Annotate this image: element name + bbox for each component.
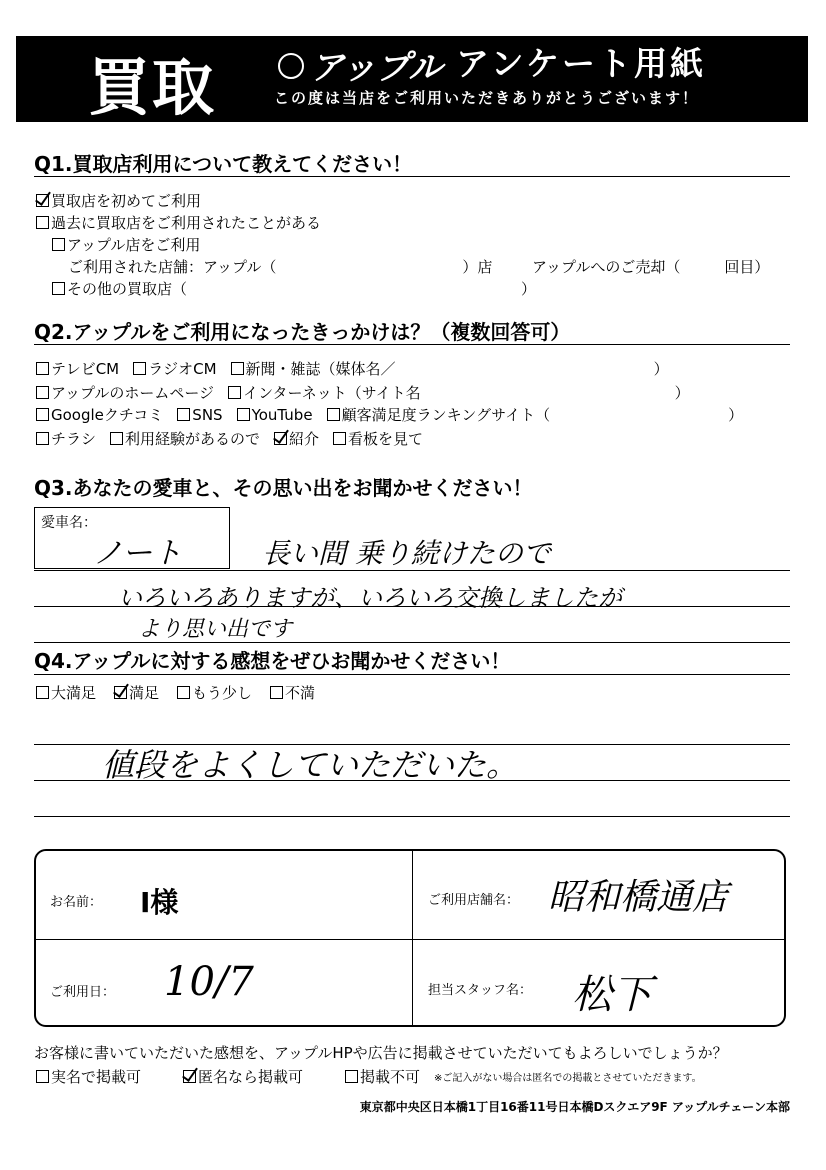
checkbox[interactable]: [231, 362, 244, 375]
option-label: 大満足: [51, 684, 97, 702]
q1-option-other[interactable]: [52, 278, 536, 299]
checkbox[interactable]: [36, 408, 49, 421]
q1-option-first[interactable]: [36, 190, 201, 211]
store-value-handwritten: 昭和橋通店: [548, 877, 729, 918]
option-label: 過去に買取店をご利用されたことがある: [51, 214, 322, 232]
q4-options: [36, 682, 315, 703]
apple-sales-field: [532, 256, 769, 277]
option-label: SNS: [192, 405, 223, 424]
option-label: 匿名なら掲載可: [198, 1068, 304, 1086]
field-suffix: ）: [674, 384, 690, 402]
q2-row-3: [36, 404, 743, 425]
checkbox[interactable]: [133, 362, 146, 375]
option-label: インターネット（サイト名: [243, 384, 421, 402]
checkbox[interactable]: [237, 408, 250, 421]
date-value-handwritten: 10/7: [164, 959, 254, 1005]
store-label: ご利用店舗名：: [428, 893, 520, 908]
option-label: Googleクチコミ: [51, 406, 164, 424]
car-name-label: 愛車名：: [41, 515, 97, 531]
checkbox[interactable]: [177, 408, 190, 421]
header-subtitle: この度は当店をご利用いただきありがとうございます！: [274, 89, 700, 107]
q4-title: Q4.アップルに対する感想をぜひお聞かせください！: [34, 649, 511, 673]
field-suffix: ）: [521, 280, 537, 298]
option-label: その他の買取店（: [67, 280, 188, 298]
checkbox[interactable]: [345, 1070, 358, 1083]
car-name-handwritten: ノート: [93, 536, 183, 571]
checkbox[interactable]: [36, 386, 49, 399]
q1-title: Q1.買取店利用について教えてください！: [34, 152, 413, 176]
option-label: 不満: [285, 684, 316, 702]
checkbox[interactable]: [52, 282, 65, 295]
q2-row-2: [36, 382, 690, 403]
divider: [34, 674, 790, 675]
checkbox-checked[interactable]: [36, 194, 49, 207]
divider: [36, 939, 784, 940]
checkbox[interactable]: [110, 432, 123, 445]
q2-title: Q2.アップルをご利用になったきっかけは？（複数回答可）: [34, 320, 571, 344]
survey-title: アンケート用紙: [456, 44, 707, 83]
divider: [34, 176, 790, 177]
option-label: YouTube: [251, 405, 313, 424]
memory-line-3: より思い出です: [138, 617, 293, 642]
comment-handwritten: 値段をよくしていただいた。: [102, 746, 519, 784]
option-label: 買取店を初めてご利用: [51, 192, 202, 210]
checkbox-checked[interactable]: [274, 432, 287, 445]
staff-label: 担当スタッフ名：: [428, 983, 533, 998]
field-suffix: ）: [653, 360, 669, 378]
field-suffix: 回目）: [724, 258, 770, 276]
divider: [412, 851, 413, 1025]
checkbox-checked[interactable]: [183, 1070, 196, 1083]
option-label: 満足: [129, 684, 160, 702]
option-label: アップルのホームページ: [51, 384, 215, 402]
field-suffix: ）: [728, 406, 744, 424]
field-label: アップルへのご売却（: [532, 258, 681, 276]
option-label: テレビCM: [51, 360, 120, 378]
option-label: 利用経験があるので: [125, 430, 261, 448]
checkbox[interactable]: [36, 1070, 49, 1083]
option-label: 顧客満足度ランキングサイト（: [341, 406, 551, 424]
apple-logo-icon: [278, 53, 304, 79]
option-label: 掲載不可: [360, 1068, 421, 1086]
option-label: チラシ: [51, 430, 97, 448]
checkbox[interactable]: [36, 362, 49, 375]
consent-options: [36, 1066, 702, 1087]
memory-line-2: いろいろありますが、いろいろ交換しましたが: [118, 584, 622, 612]
answer-line: [34, 816, 790, 817]
checkbox[interactable]: [36, 686, 49, 699]
checkbox-checked[interactable]: [114, 686, 127, 699]
option-label: もう少し: [192, 684, 253, 702]
footer-address: 東京都中央区日本橋1丁目16番11号日本橋Dスクエア9F アップルチェーン本部: [359, 1100, 790, 1114]
checkbox[interactable]: [228, 386, 241, 399]
consent-note: ※ご記入がない場合は匿名での掲載とさせていただきます。: [434, 1073, 702, 1084]
staff-value-handwritten: 松下: [572, 972, 652, 1018]
option-label: ラジオCM: [148, 360, 217, 378]
option-label: 新聞・雑誌（媒体名／: [245, 360, 396, 378]
name-label: お名前：: [50, 895, 103, 910]
q2-row-4: [36, 428, 423, 449]
option-label: 紹介: [289, 430, 320, 448]
field-label: ご利用された店舗：アップル（: [68, 258, 277, 276]
q3-title: Q3.あなたの愛車と、その思い出をお聞かせください！: [34, 476, 533, 500]
car-name-box[interactable]: [34, 507, 230, 569]
checkbox[interactable]: [327, 408, 340, 421]
q2-row-1: [36, 358, 669, 379]
checkbox[interactable]: [177, 686, 190, 699]
q1-option-past[interactable]: [36, 212, 321, 233]
brand-name: アップル: [310, 48, 443, 88]
option-label: アップル店をご利用: [67, 236, 201, 254]
option-label: 実名で掲載可: [51, 1068, 142, 1086]
checkbox[interactable]: [36, 216, 49, 229]
option-label: 看板を見て: [348, 430, 424, 448]
header-banner: [16, 36, 808, 122]
divider: [34, 344, 790, 345]
consent-question: お客様に書いていただいた感想を、アップルHPや広告に掲載させていただいてもよろしいでしょうか？: [34, 1044, 728, 1062]
customer-info-box: [34, 849, 786, 1027]
brand-logo: [278, 40, 442, 89]
checkbox[interactable]: [333, 432, 346, 445]
checkbox[interactable]: [270, 686, 283, 699]
store-used-field: [68, 256, 492, 277]
name-value: I様: [140, 886, 179, 919]
checkbox[interactable]: [52, 238, 65, 251]
checkbox[interactable]: [36, 432, 49, 445]
q1-option-apple[interactable]: [52, 234, 200, 255]
date-label: ご利用日：: [50, 985, 116, 1000]
memory-line-1: 長い間 乗り続けたので: [262, 537, 551, 570]
kaitori-title: 買取: [88, 51, 217, 124]
field-suffix: ）店: [462, 258, 493, 276]
